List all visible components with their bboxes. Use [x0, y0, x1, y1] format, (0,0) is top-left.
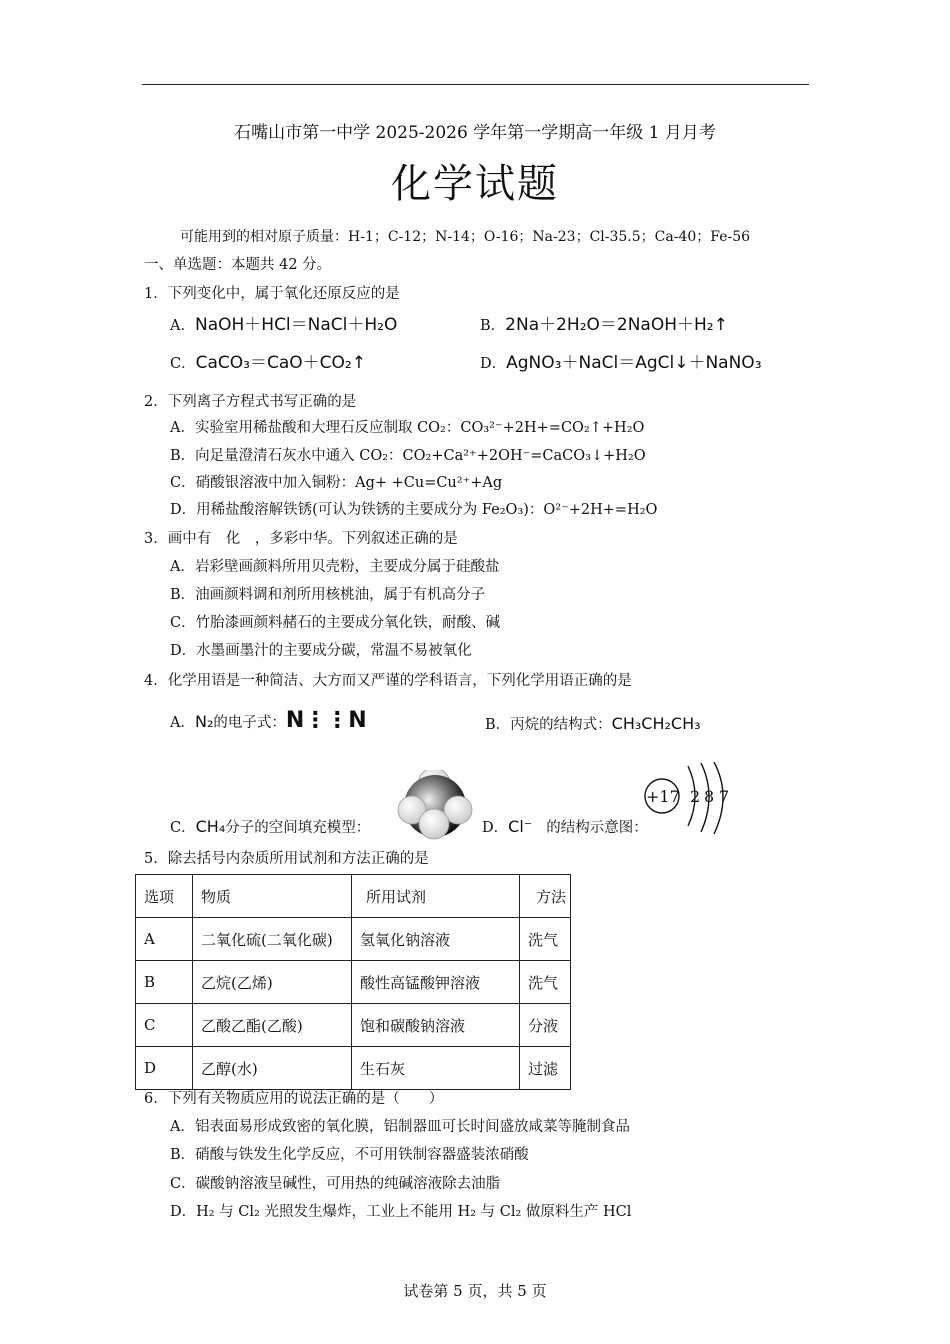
q1-d-equation: AgNO₃＋NaCl＝AgCl↓＋NaNO₃ [506, 353, 762, 373]
q4-a-text: 的电子式： [213, 715, 286, 731]
cl-ion-formula: Cl⁻ [508, 817, 533, 836]
table-header: 选项 [136, 875, 193, 918]
table-row [136, 1047, 571, 1090]
table-cell: C [136, 1004, 193, 1047]
option-label: C． [170, 356, 196, 372]
table-cell: 分液 [520, 1004, 571, 1047]
q4-c-text: 分子的空间填充模型： [225, 820, 371, 836]
propane-formula: CH₃CH₂CH₃ [611, 714, 701, 733]
shell-3-electrons: 7 [719, 787, 730, 806]
q5-stem: 5．除去括号内杂质所用试剂和方法正确的是 [144, 851, 429, 867]
q4-stem: 4．化学用语是一种简洁、大方而又严谨的学科语言，下列化学用语正确的是 [144, 673, 632, 689]
table-header-row [136, 875, 571, 918]
q4-option-c [170, 816, 370, 837]
option-label: D． [482, 820, 509, 836]
q2-option-c: C．硝酸银溶液中加入铜粉：Ag+ +Cu=Cu²⁺+Ag [170, 475, 503, 491]
table-cell: 酸性高锰酸钾溶液 [352, 961, 520, 1004]
table-cell: D [136, 1047, 193, 1090]
table-cell: 生石灰 [352, 1047, 520, 1090]
table-row [136, 1004, 571, 1047]
shell-1-electrons: 2 [690, 787, 701, 806]
ch4-formula: CH₄ [195, 817, 226, 836]
q3-option-c: C．竹胎漆画颜料赭石的主要成分氧化铁，耐酸、碱 [170, 615, 501, 631]
q2-option-b: B．向足量澄清石灰水中通入 CO₂：CO₂+Ca²⁺+2OH⁻=CaCO₃↓+H₂O [170, 448, 646, 464]
atomic-mass-line: 可能用到的相对原子质量：H-1；C-12；N-14；O-16；Na-23；Cl-35.5；Ca-40；Fe-56 [180, 229, 751, 245]
q4-option-b [485, 713, 701, 734]
page-footer: 试卷第 5 页，共 5 页 [403, 1282, 547, 1300]
option-label: A． [170, 318, 195, 334]
option-label: A． [170, 715, 195, 731]
table-cell: 过滤 [520, 1047, 571, 1090]
q6-stem: 6．下列有关物质应用的说法正确的是（ ） [144, 1091, 444, 1107]
table-cell: 二氧化硫(二氧化碳) [193, 918, 352, 961]
q4-option-d [482, 816, 648, 837]
shell-2-electrons: 8 [704, 787, 715, 806]
q1-stem: 1．下列变化中，属于氧化还原反应的是 [144, 286, 400, 302]
q2-option-a: A．实验室用稀盐酸和大理石反应制取 CO₂：CO₃²⁻+2H+=CO₂↑+H₂O [170, 420, 645, 436]
table-row [136, 961, 571, 1004]
table-cell: 乙酸乙酯(乙酸) [193, 1004, 352, 1047]
q1-a-equation: NaOH＋HCl＝NaCl＋H₂O [194, 315, 398, 335]
school-header: 石嘴山市第一中学 2025-2026 学年第一学期高一年级 1 月月考 [234, 123, 716, 143]
table-header: 物质 [193, 875, 352, 918]
table-cell: B [136, 961, 193, 1004]
q5-table [135, 874, 571, 1090]
table-cell: 洗气 [520, 961, 571, 1004]
q3-option-d: D．水墨画墨汁的主要成分碳，常温不易被氧化 [170, 643, 472, 659]
option-label: D． [480, 356, 507, 372]
q4-option-a [170, 708, 367, 733]
n2-electron-dot: N⋮⋮N [285, 708, 367, 733]
q1-option-c [170, 348, 366, 373]
table-cell: 洗气 [520, 918, 571, 961]
q4-b-text: B．丙烷的结构式： [485, 717, 612, 733]
table-row [136, 918, 571, 961]
q3-option-a: A．岩彩壁画颜料所用贝壳粉，主要成分属于硅酸盐 [170, 559, 500, 575]
top-rule [142, 84, 809, 85]
table-cell: A [136, 918, 193, 961]
table-cell: 饱和碳酸钠溶液 [352, 1004, 520, 1047]
q1-option-a [170, 310, 397, 335]
ch4-space-filling-model [394, 770, 476, 840]
q2-option-d: D．用稀盐酸溶解铁锈(可认为铁锈的主要成分为 Fe₂O₃)：O²⁻+2H+=H₂O [170, 502, 658, 518]
table-cell: 乙醇(水) [193, 1047, 352, 1090]
q1-b-equation: 2Na＋2H₂O＝2NaOH＋H₂↑ [505, 315, 728, 335]
nucleus-charge: +17 [646, 787, 680, 806]
exam-title: 化学试题 [391, 161, 559, 207]
q2-stem: 2．下列离子方程式书写正确的是 [144, 394, 357, 410]
q6-option-a: A．铝表面易形成致密的氧化膜，铝制器皿可长时间盛放咸菜等腌制食品 [170, 1119, 630, 1135]
q3-option-b: B．油画颜料调和剂所用核桃油，属于有机高分子 [170, 587, 486, 603]
table-cell: 乙烷(乙烯) [193, 961, 352, 1004]
q4-d-text: 的结构示意图： [546, 820, 648, 836]
option-label: B． [480, 318, 506, 334]
n2-formula: N₂ [194, 712, 214, 731]
q1-c-equation: CaCO₃＝CaO＋CO₂↑ [195, 353, 366, 373]
q6-option-b: B．硝酸与铁发生化学反应，不可用铁制容器盛装浓硝酸 [170, 1147, 529, 1163]
q1-option-b [480, 310, 728, 335]
option-label: C． [170, 820, 196, 836]
q3-stem: 3．画中有 化 ，多彩中华。下列叙述正确的是 [144, 531, 458, 547]
q6-option-d: D．H₂ 与 Cl₂ 光照发生爆炸，工业上不能用 H₂ 与 Cl₂ 做原料生产 HCl [170, 1204, 632, 1220]
q6-option-c: C．碳酸钠溶液呈碱性，可用热的纯碱溶液除去油脂 [170, 1176, 501, 1192]
table-cell: 氢氧化钠溶液 [352, 918, 520, 961]
table-header: 所用试剂 [352, 875, 520, 918]
table-header: 方法 [520, 875, 571, 918]
q1-option-d [480, 348, 762, 373]
section-heading: 一、单选题：本题共 42 分。 [144, 257, 332, 273]
